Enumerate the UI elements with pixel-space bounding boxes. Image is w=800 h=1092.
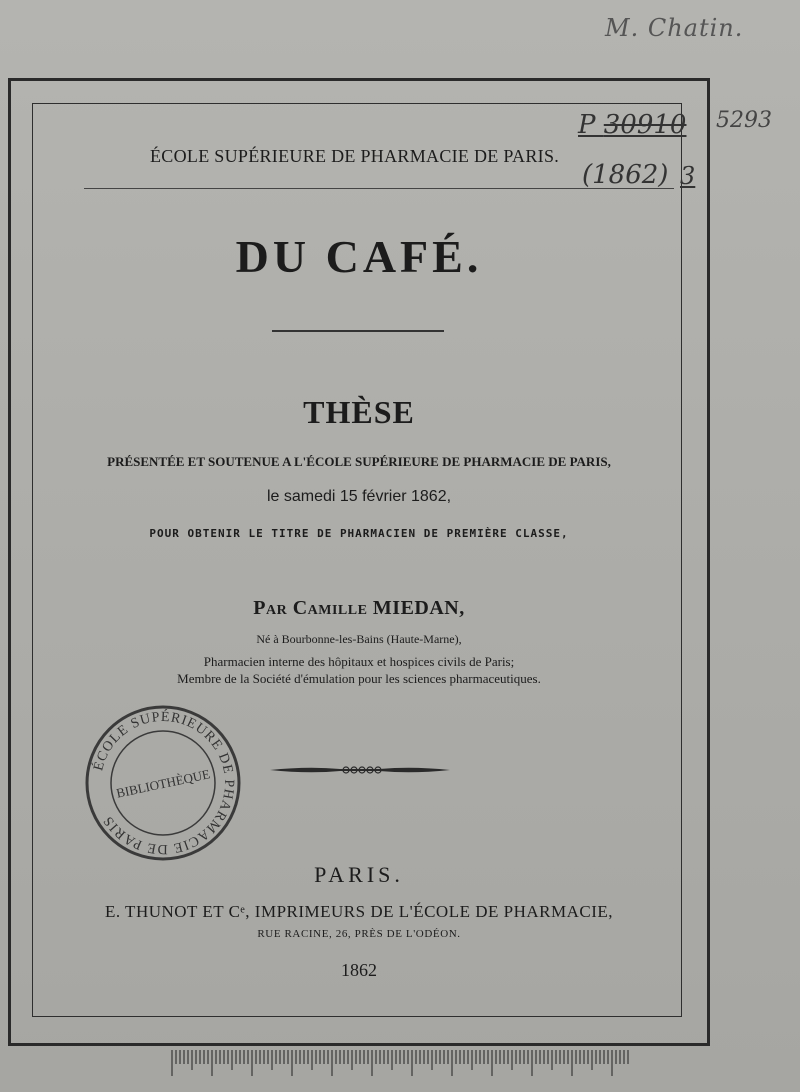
purpose-line: POUR OBTENIR LE TITRE DE PHARMACIEN DE PREMIÈRE CLASSE, — [149, 527, 569, 540]
stamp-ring-text: ÉCOLE SUPÉRIEURE DE PHARMACIE DE PARIS — [91, 709, 237, 857]
handwritten-margin-number: 5293 — [716, 108, 772, 133]
credential-line-1: Pharmacien interne des hôpitaux et hospices civils de Paris; — [203, 654, 515, 669]
publication-year: 1862 — [341, 960, 377, 980]
title-rule — [272, 330, 444, 332]
call-prefix: P — [578, 110, 596, 140]
credential-line-2: Membre de la Société d'émulation pour les sciences pharmaceutiques. — [177, 671, 541, 686]
handwritten-call-year: (1862) — [582, 160, 669, 190]
library-stamp — [84, 704, 242, 862]
handwritten-call-volume: 3 — [680, 162, 696, 190]
author-line: Par Camille MIEDAN, — [253, 597, 465, 619]
address-line: RUE RACINE, 26, PRÈS DE L'ODÉON. — [257, 928, 461, 940]
struck-call-number: 30910 — [603, 110, 687, 140]
handwritten-owner-name: M. Chatin. — [605, 14, 744, 42]
date-line: le samedi 15 février 1862, — [266, 488, 452, 505]
stamp-center-text: BIBLIOTHÈQUE — [114, 766, 212, 801]
thesis-label: THÈSE — [303, 394, 415, 430]
presented-line: PRÉSENTÉE ET SOUTENUE A L'ÉCOLE SUPÉRIEURE DE PHARMACIE DE PARIS, — [107, 454, 611, 469]
main-title: DU CAFÉ. — [235, 231, 483, 282]
birthplace-line: Né à Bourbonne-les-Bains (Haute-Marne), — [256, 632, 462, 646]
scale-ruler — [170, 1050, 630, 1078]
printer-line: E. THUNOT ET Cᵉ, IMPRIMEURS DE L'ÉCOLE DE PHARMACIE, — [104, 902, 614, 921]
header-rule — [84, 188, 674, 189]
school-header: ÉCOLE SUPÉRIEURE DE PHARMACIE DE PARIS. — [150, 146, 560, 166]
ornamental-fleuron — [268, 760, 452, 780]
handwritten-call-number — [578, 110, 686, 140]
city-line: PARIS. — [314, 862, 404, 887]
